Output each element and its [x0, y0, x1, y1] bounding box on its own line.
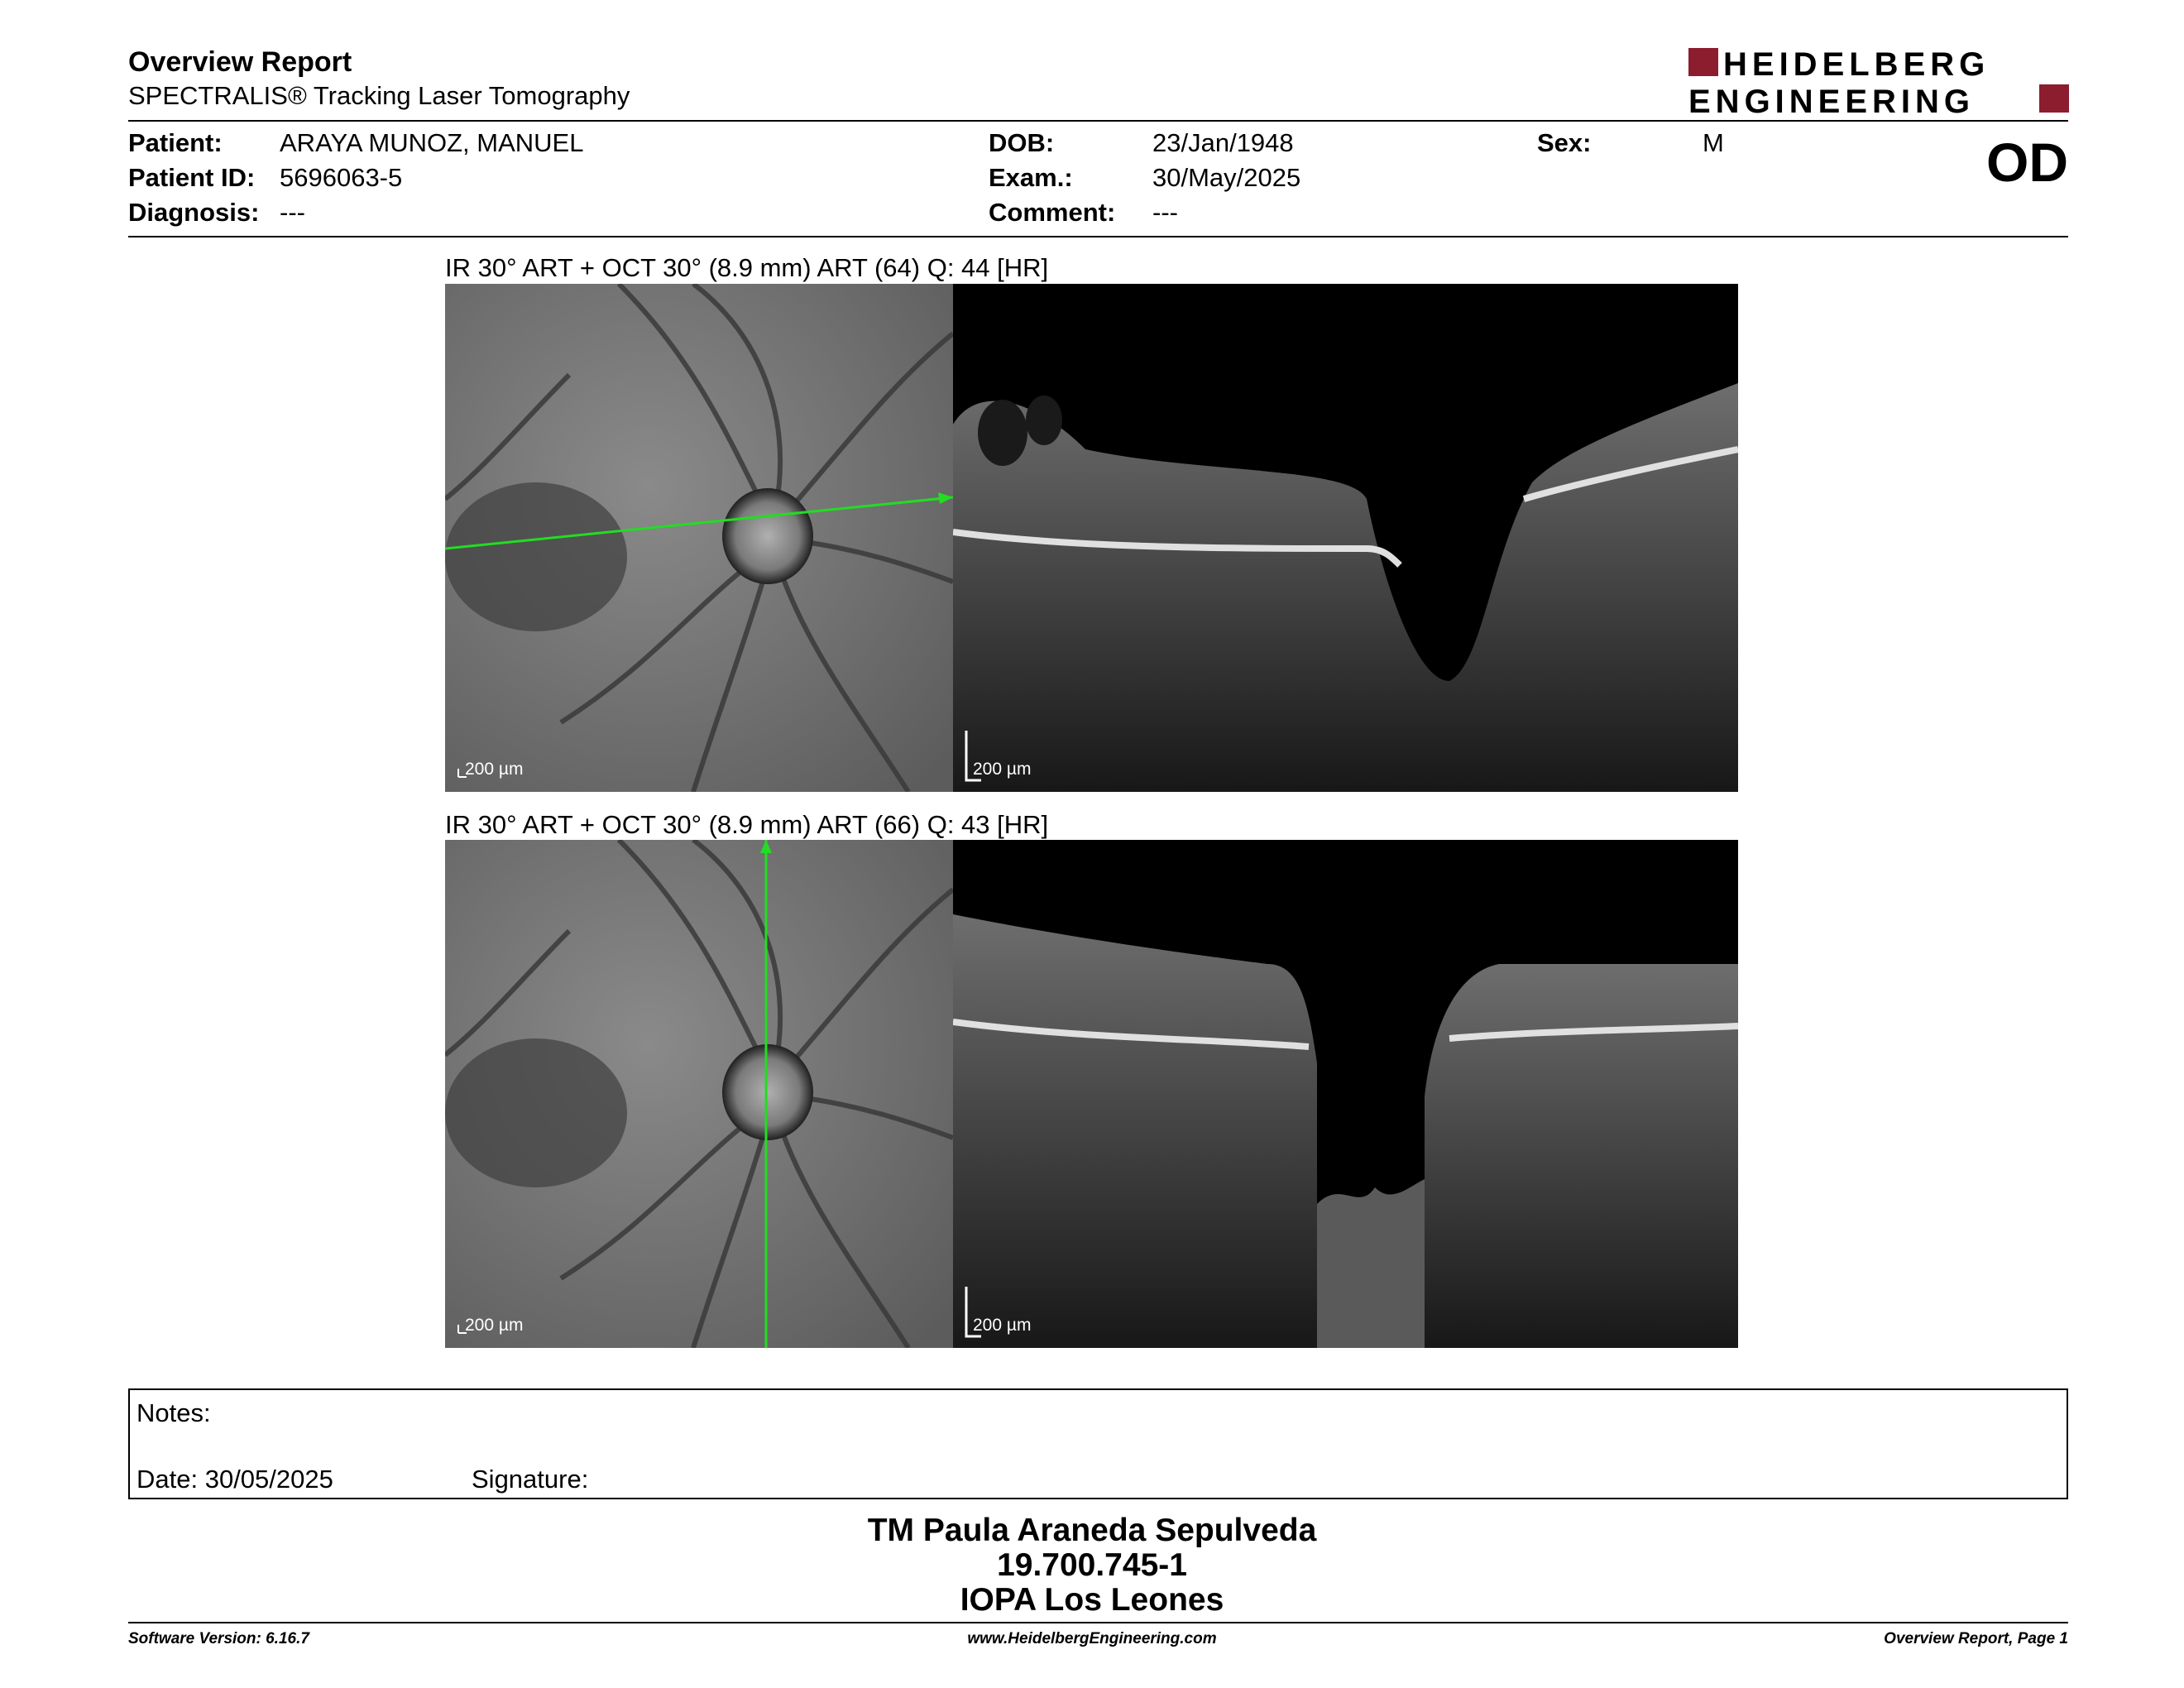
patient-id: 5696063-5	[280, 163, 403, 192]
software-version: Software Version: 6.16.7	[128, 1630, 309, 1647]
scan-row-2	[445, 840, 1738, 1348]
signatory-id: 19.700.745-1	[997, 1547, 1187, 1583]
patient-rule	[128, 236, 2068, 237]
dob-value: 23/Jan/1948	[1152, 128, 1294, 157]
fundus-image-1[interactable]	[445, 284, 953, 792]
report-subtitle: SPECTRALIS® Tracking Laser Tomography	[128, 81, 630, 110]
website-link[interactable]: www.HeidelbergEngineering.com	[967, 1630, 1217, 1647]
scan-title-2: IR 30° ART + OCT 30° (8.9 mm) ART (66) Q: 43 [HR]	[445, 810, 1049, 839]
fundus-scale-2: 200 µm	[465, 1316, 524, 1335]
heidelberg-logo	[1688, 46, 2069, 116]
signatory-name: TM Paula Araneda Sepulveda	[867, 1513, 1317, 1548]
notes-date: Date: 30/05/2025	[136, 1465, 333, 1494]
sex-value: M	[1703, 128, 1724, 157]
footer-rule	[128, 1622, 2068, 1623]
header-rule	[128, 120, 2068, 122]
signature-label: Signature:	[472, 1465, 589, 1494]
scan-row-1	[445, 284, 1738, 792]
bscan-image-2[interactable]	[953, 840, 1738, 1348]
bscan-image-1[interactable]	[953, 284, 1738, 792]
patient-id-label: Patient ID:	[128, 163, 256, 192]
fundus-scale-1: 200 µm	[465, 760, 524, 779]
patient-name: ARAYA MUNOZ, MANUEL	[280, 128, 584, 157]
report-title: Overview Report	[128, 46, 352, 78]
dob-label: DOB:	[989, 128, 1055, 157]
exam-value: 30/May/2025	[1152, 163, 1301, 192]
svg-text:ENGINEERING: ENGINEERING	[1688, 84, 1976, 116]
diagnosis-value: ---	[280, 198, 305, 227]
notes-label: Notes:	[136, 1398, 211, 1427]
notes-box[interactable]	[128, 1388, 2068, 1499]
eye-indicator: OD	[1986, 132, 2068, 193]
diagnosis-label: Diagnosis:	[128, 198, 260, 227]
comment-value: ---	[1152, 198, 1178, 227]
bscan-scale-1: 200 µm	[973, 760, 1032, 779]
exam-label: Exam.:	[989, 163, 1073, 192]
comment-label: Comment:	[989, 198, 1116, 227]
signatory-institution: IOPA Los Leones	[960, 1582, 1224, 1618]
page-indicator: Overview Report, Page 1	[1884, 1630, 2068, 1647]
scan-title-1: IR 30° ART + OCT 30° (8.9 mm) ART (64) Q: 44 [HR]	[445, 253, 1049, 282]
patient-label: Patient:	[128, 128, 223, 157]
fundus-image-2[interactable]	[445, 840, 953, 1348]
svg-text:HEIDELBERG: HEIDELBERG	[1723, 46, 1990, 83]
sex-label: Sex:	[1537, 128, 1592, 157]
bscan-scale-2: 200 µm	[973, 1316, 1032, 1335]
